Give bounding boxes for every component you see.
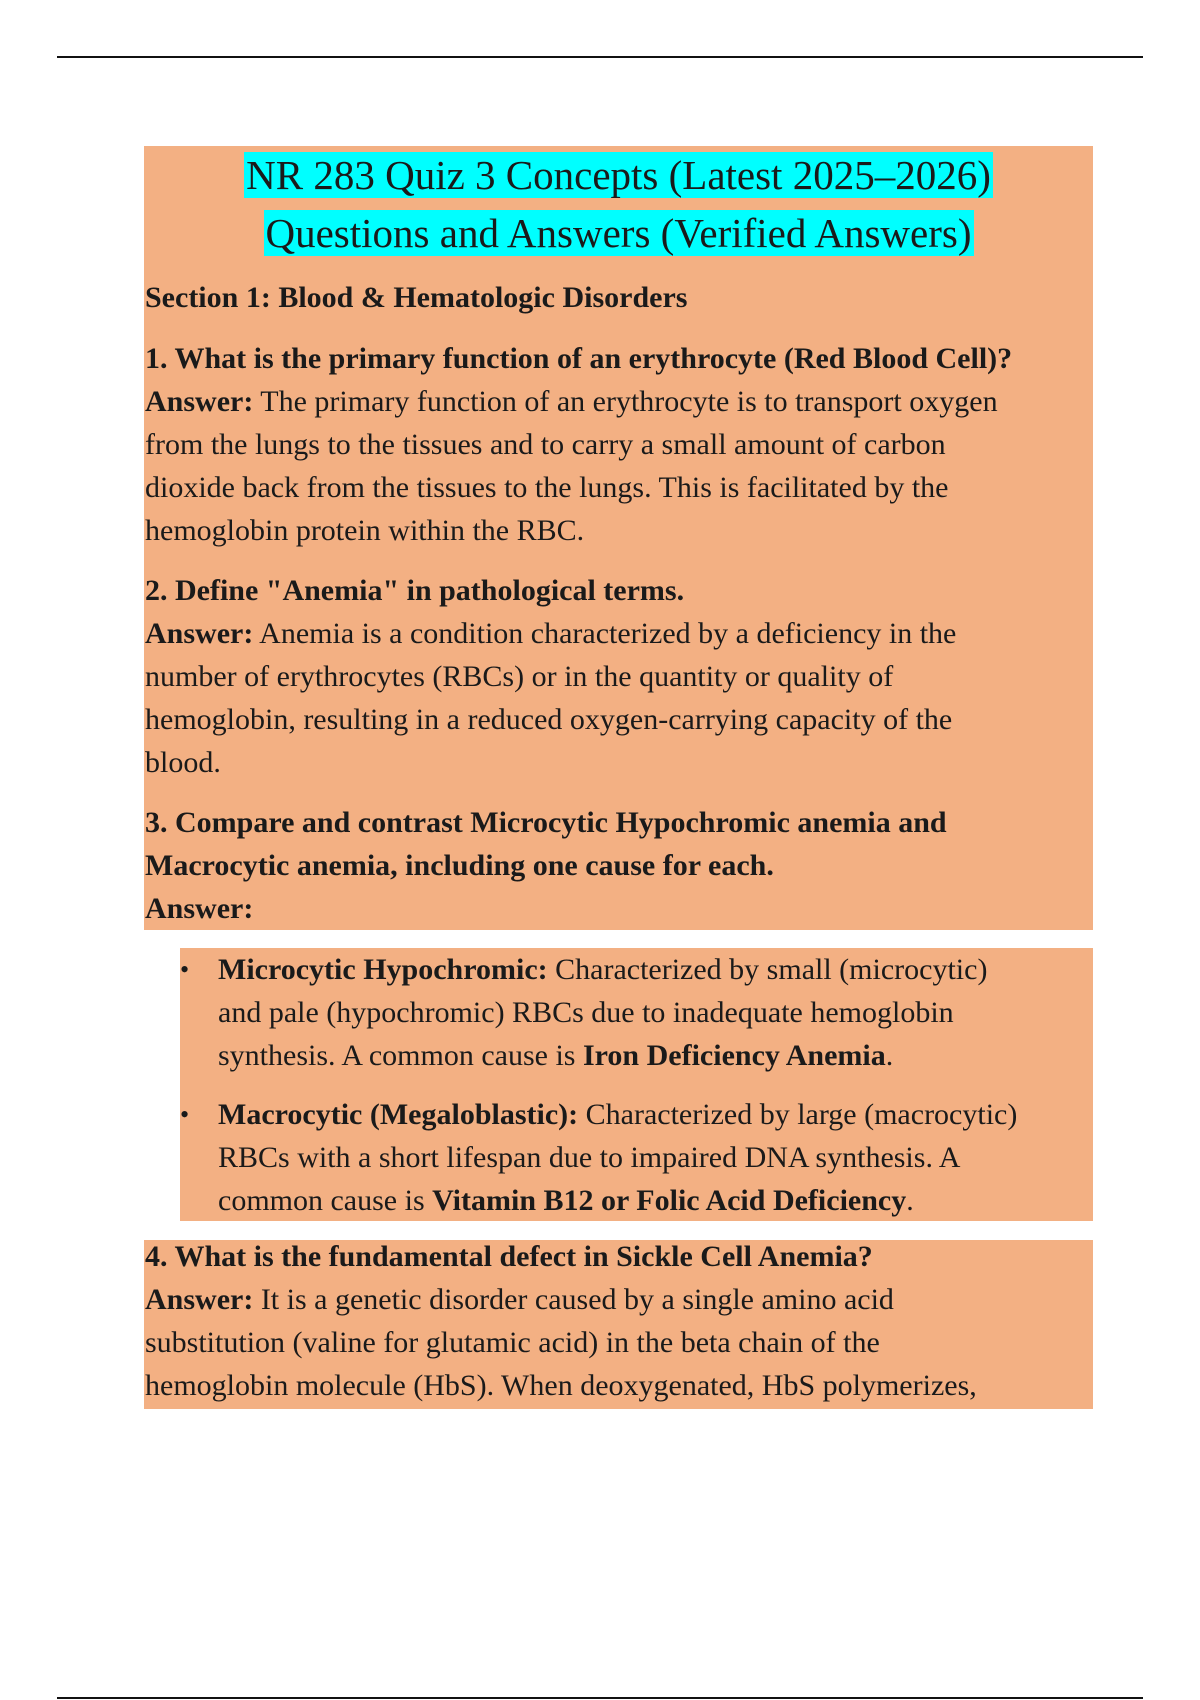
bullet-1-line-3: [218, 1034, 987, 1077]
bullet-2-term: Macrocytic (Megaloblastic):: [218, 1098, 579, 1131]
answer-2-line-3: hemoglobin, resulting in a reduced oxygen-carrying capacity of the: [145, 703, 953, 736]
answer-4-line-1: [145, 1278, 977, 1321]
bullet-1-line-1: [218, 948, 987, 991]
question-3-line-2: Macrocytic anemia, including one cause for each.: [145, 849, 774, 882]
answer-4-line-2: substitution (valine for glutamic acid) in the beta chain of the: [145, 1326, 880, 1359]
top-rule: [57, 56, 1143, 58]
question-4: [145, 1235, 977, 1407]
bullet-item-1: [218, 948, 987, 1077]
answer-1-line-4: hemoglobin protein within the RBC.: [145, 514, 585, 547]
question-2: [145, 569, 956, 784]
answer-2-text-1: Anemia is a condition characterized by a deficiency in the: [259, 617, 957, 650]
bullet-2-cause: Vitamin B12 or Folic Acid Deficiency: [432, 1184, 907, 1217]
question-3: [145, 801, 947, 930]
bullet-1-cause: Iron Deficiency Anemia: [582, 1039, 886, 1072]
bullet-dot-1: •: [180, 955, 190, 984]
bullet-1-text-1: Characterized by small (microcytic): [555, 953, 988, 986]
answer-4-text-1: It is a genetic disorder caused by a single amino acid: [260, 1283, 894, 1316]
bullet-2-line-1: [218, 1093, 1017, 1136]
document-title: [144, 146, 1093, 262]
bullet-1-term: Microcytic Hypochromic:: [218, 953, 548, 986]
bullet-2-text-3: common cause is: [218, 1184, 433, 1217]
bullet-item-2: [218, 1093, 1017, 1222]
bullet-1-period: .: [885, 1039, 894, 1072]
bullet-2-line-2: RBCs with a short lifespan due to impaired DNA synthesis. A: [218, 1141, 961, 1174]
bullet-1-text-3: synthesis. A common cause is: [218, 1039, 583, 1072]
bullet-dot-2: •: [180, 1100, 190, 1129]
title-line-1: NR 283 Quiz 3 Concepts (Latest 2025–2026): [246, 152, 991, 198]
question-4-text: 4. What is the fundamental defect in Sickle Cell Anemia?: [145, 1240, 873, 1273]
answer-label: Answer:: [145, 617, 254, 650]
answer-2-line-4: blood.: [145, 746, 221, 779]
answer-1-line-1: [145, 380, 1012, 423]
question-3-line-1: 3. Compare and contrast Microcytic Hypochromic anemia and: [145, 806, 947, 839]
bottom-rule: [57, 1697, 1143, 1699]
answer-1-text-1: The primary function of an erythrocyte is to transport oxygen: [260, 385, 998, 418]
question-2-text: 2. Define "Anemia" in pathological terms.: [145, 574, 685, 607]
answer-1-line-2: from the lungs to the tissues and to carry a small amount of carbon: [145, 428, 946, 461]
question-1-text: 1. What is the primary function of an erythrocyte (Red Blood Cell)?: [145, 342, 1013, 375]
bullet-2-period: .: [906, 1184, 914, 1217]
title-line-2: Questions and Answers (Verified Answers): [265, 210, 972, 256]
answer-2-line-2: number of erythrocytes (RBCs) or in the quantity or quality of: [145, 660, 894, 693]
section-heading: Section 1: Blood & Hematologic Disorders: [145, 281, 688, 314]
answer-label: Answer:: [145, 892, 254, 925]
answer-4-line-3: hemoglobin molecule (HbS). When deoxygenated, HbS polymerizes,: [145, 1369, 977, 1402]
bullet-1-line-2: and pale (hypochromic) RBCs due to inadequate hemoglobin: [218, 996, 954, 1029]
answer-2-line-1: [145, 612, 956, 655]
bullet-2-line-3: [218, 1179, 1017, 1222]
bullet-2-text-1: Characterized by large (macrocytic): [585, 1098, 1018, 1131]
question-1: [145, 337, 1012, 552]
answer-label: Answer:: [145, 1283, 254, 1316]
answer-1-line-3: dioxide back from the tissues to the lungs. This is facilitated by the: [145, 471, 949, 504]
answer-label: Answer:: [145, 385, 254, 418]
